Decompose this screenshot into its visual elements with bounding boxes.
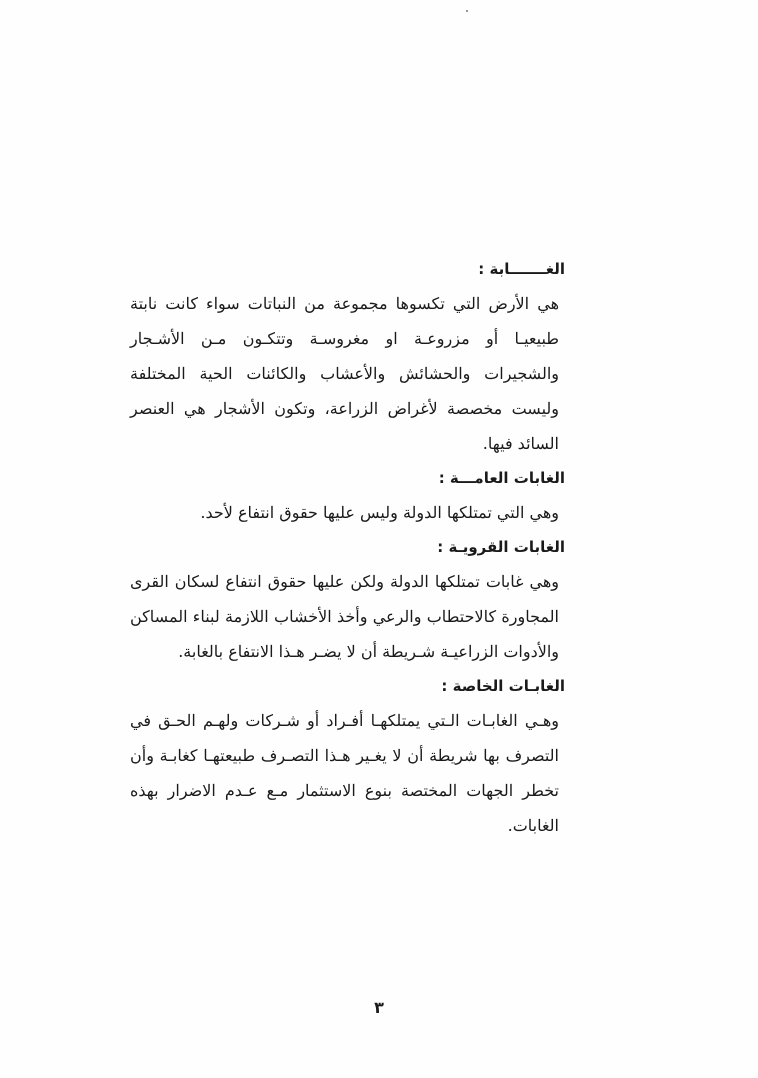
section-paragraph-private-forests: وهـي الغابـات الـتي يمتلكهـا أفـراد أو شـركات ولهـم الحـق في التصرف بها شريطة أن لا يغـير هـذا التصـرف طبيعتهـا كغابـة وأن تخطر الجهات المختصة بنوع الاستثمار مـع عـدم الاضرار بهذه الغابات. xyxy=(130,711,559,835)
section-heading-forest: الغـــــــابة : xyxy=(478,260,565,278)
section-heading-private-forests: الغابـات الخاصة : xyxy=(441,677,565,695)
section-paragraph-village-forests: وهي غابات تمتلكها الدولة ولكن عليها حقوق انتفاع لسكان القرى المجاورة كالاحتطاب والرعي وأخذ الأخشاب اللازمة لبناء المساكن والأدوات الزراعيـة شـريطة أن لا يضـر هـذا الانتفاع بالغابة. xyxy=(130,572,559,661)
section-paragraph-forest: هي الأرض التي تكسوها مجموعة من النباتات سواء كانت نابتة طبيعيـا أو مزروعـة او مغروسـة وتتكـون مـن الأشـجار والشجيرات والحشائش والأعشاب والكائنات الحية المختلفة وليست مخصصة لأغراض الزراعة، وتكون الأشجار هي العنصر السائد فيها. xyxy=(130,294,560,453)
scan-speck xyxy=(466,10,468,12)
page-number: ٣ xyxy=(374,998,384,1017)
document-body xyxy=(130,252,565,843)
section-heading-village-forests: الغابات القرويـة : xyxy=(437,538,565,556)
section-heading-public-forests: الغابات العامـــة : xyxy=(438,469,565,487)
section-paragraph-public-forests: وهي التي تمتلكها الدولة وليس عليها حقوق انتفاع لأحد. xyxy=(200,503,559,522)
